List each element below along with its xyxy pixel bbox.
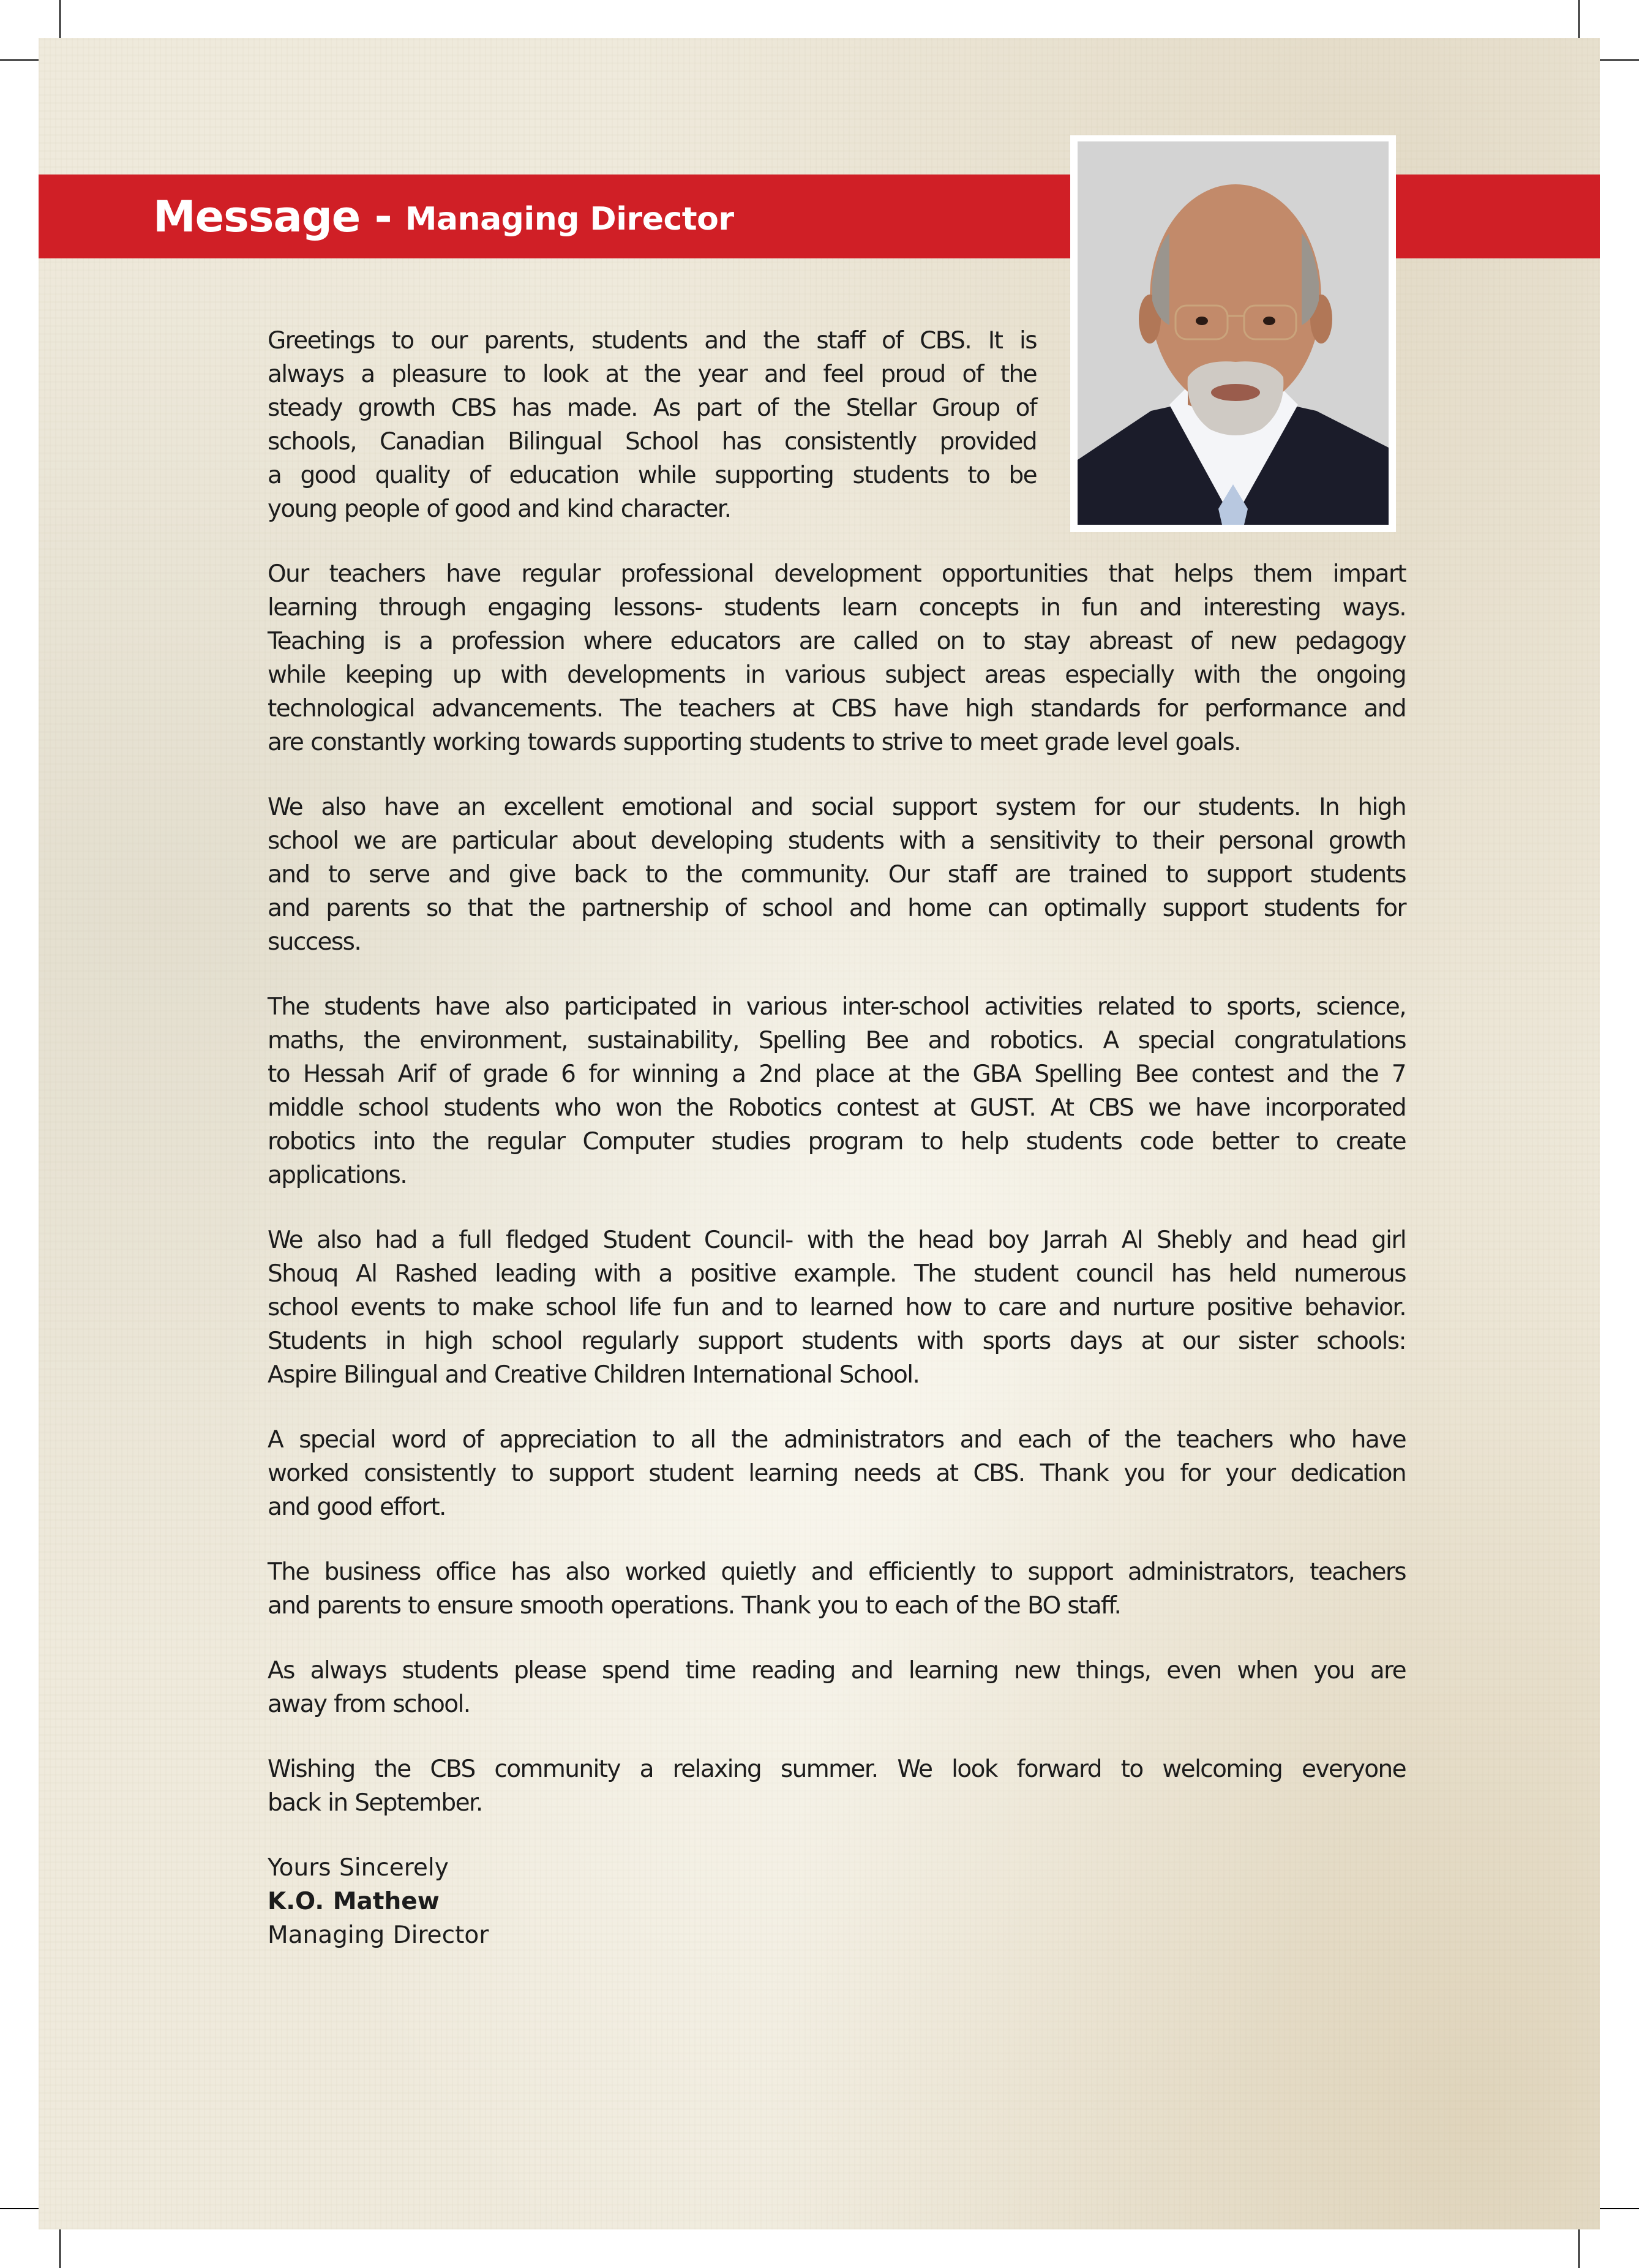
text-line: schools, Canadian Bilingual School has consistently provided	[268, 428, 1037, 456]
paragraph-teachers	[268, 557, 1406, 759]
text-line: and parents so that the partnership of school and home can optimally support students for	[268, 895, 1406, 922]
text-line: worked consistently to support student learning needs at CBS. Thank you for your dedication	[268, 1460, 1406, 1487]
paragraph-student-council	[268, 1223, 1406, 1392]
text-line: school events to make school life fun and to learned how to care and nurture positive behavior.	[268, 1294, 1406, 1321]
text-line: while keeping up with developments in various subject areas especially with the ongoing	[268, 661, 1406, 689]
text-line: We also have an excellent emotional and social support system for our students. In high	[268, 794, 1406, 821]
text-line: and good effort.	[268, 1493, 446, 1521]
paragraph-support	[268, 790, 1406, 959]
text-line: away from school.	[268, 1691, 470, 1718]
text-line: Shouq Al Rashed leading with a positive example. The student council has held numerous	[268, 1260, 1406, 1288]
text-line: Teaching is a profession where educators are called on to stay abreast of new pedagogy	[268, 628, 1406, 655]
paragraph-summer	[268, 1752, 1406, 1820]
paragraph-appreciation	[268, 1423, 1406, 1524]
page-title	[153, 175, 734, 258]
crop-mark-bottom-right-vertical	[1578, 2229, 1580, 2268]
text-line: The business office has also worked quietly and efficiently to support administrators, teachers	[268, 1558, 1406, 1586]
text-line: and to serve and give back to the community. Our staff are trained to support students	[268, 861, 1406, 888]
text-line: middle school students who won the Robotics contest at GUST. At CBS we have incorporated	[268, 1094, 1406, 1122]
paragraph-activities	[268, 990, 1406, 1192]
text-line: A special word of appreciation to all the administrators and each of the teachers who have	[268, 1426, 1406, 1454]
text-line: applications.	[268, 1162, 407, 1189]
crop-mark-bottom-left-horizontal	[0, 2208, 39, 2209]
signature-block	[268, 1851, 1406, 1952]
text-line: are constantly working towards supporting students to strive to meet grade level goals.	[268, 729, 1240, 756]
text-line: Aspire Bilingual and Creative Children International School.	[268, 1361, 920, 1389]
text-line: back in September.	[268, 1789, 482, 1817]
paragraph-business-office	[268, 1555, 1406, 1623]
text-line: learning through engaging lessons- students learn concepts in fun and interesting ways.	[268, 594, 1406, 621]
signature-closing: Yours Sincerely	[268, 1854, 449, 1882]
text-line: The students have also participated in various inter-school activities related to sports, science,	[268, 993, 1406, 1021]
text-line: young people of good and kind character.	[268, 495, 731, 523]
signature-role: Managing Director	[268, 1921, 489, 1949]
title-sub: Managing Director	[405, 200, 734, 238]
text-line: maths, the environment, sustainability, Spelling Bee and robotics. A special congratulations	[268, 1027, 1406, 1054]
text-line: Our teachers have regular professional development opportunities that helps them impart	[268, 560, 1406, 588]
message-body	[268, 324, 1406, 1983]
crop-mark-bottom-right-horizontal	[1600, 2208, 1639, 2209]
paragraph-reading	[268, 1654, 1406, 1721]
text-line: success.	[268, 928, 361, 956]
text-line: to Hessah Arif of grade 6 for winning a 2nd place at the GBA Spelling Bee contest and the 7	[268, 1061, 1406, 1088]
crop-mark-top-left-horizontal	[0, 59, 39, 61]
paragraph-greeting	[268, 324, 1037, 526]
text-line: Wishing the CBS community a relaxing summer. We look forward to welcoming everyone	[268, 1755, 1406, 1783]
text-line: Students in high school regularly support students with sports days at our sister schools:	[268, 1327, 1406, 1355]
text-line: robotics into the regular Computer studies program to help students code better to create	[268, 1128, 1406, 1155]
text-line: and parents to ensure smooth operations. Thank you to each of the BO staff.	[268, 1592, 1121, 1620]
text-line: a good quality of education while supporting students to be	[268, 462, 1037, 489]
crop-mark-bottom-left-vertical	[59, 2229, 61, 2268]
text-line: We also had a full fledged Student Council- with the head boy Jarrah Al Shebly and head girl	[268, 1226, 1406, 1254]
crop-mark-top-right-horizontal	[1600, 59, 1639, 61]
crop-mark-top-right-vertical	[1578, 0, 1580, 38]
text-line: steady growth CBS has made. As part of the Stellar Group of	[268, 394, 1037, 422]
title-main: Message -	[153, 191, 392, 242]
text-line: always a pleasure to look at the year and feel proud of the	[268, 361, 1037, 388]
text-line: school we are particular about developing students with a sensitivity to their personal growth	[268, 827, 1406, 855]
text-line: Greetings to our parents, students and the staff of CBS. It is	[268, 327, 1037, 355]
signature-name: K.O. Mathew	[268, 1888, 440, 1915]
text-line: As always students please spend time reading and learning new things, even when you are	[268, 1657, 1406, 1684]
text-line: technological advancements. The teachers at CBS have high standards for performance and	[268, 695, 1406, 723]
crop-mark-top-left-vertical	[59, 0, 61, 38]
